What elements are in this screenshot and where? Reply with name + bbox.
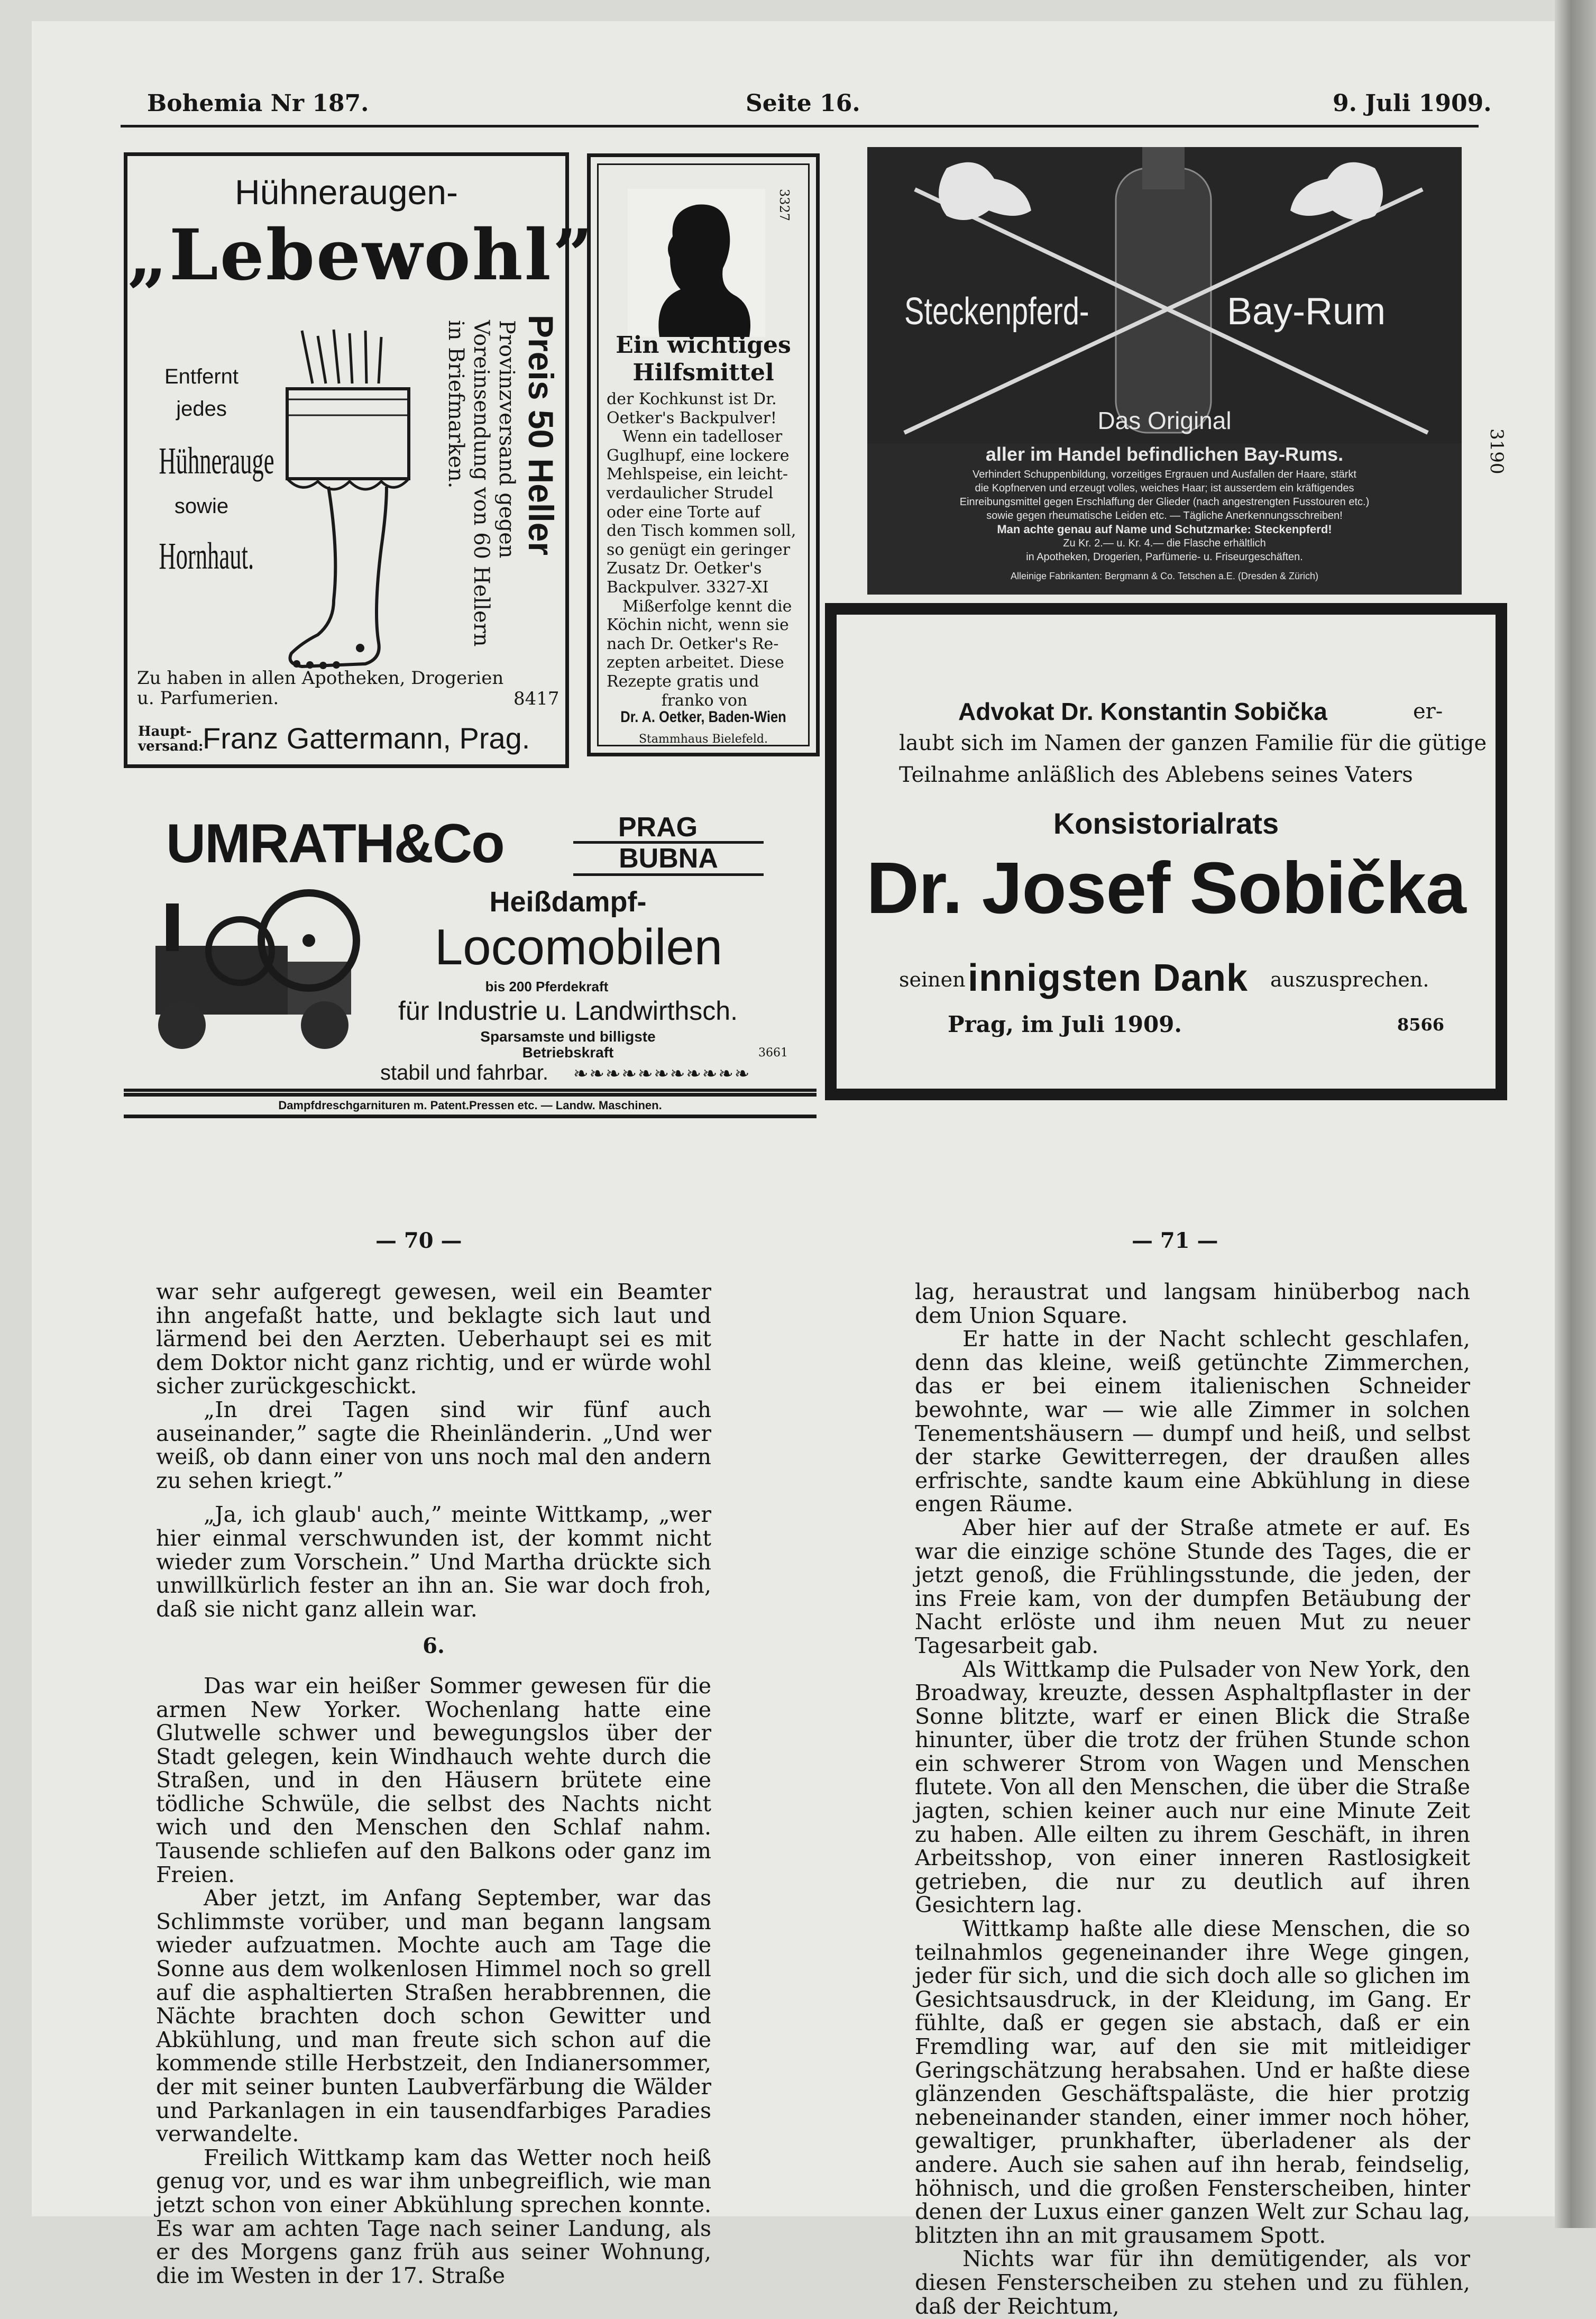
ad-corn-text2: jedes — [176, 397, 227, 421]
ad-bayrum-body-line: in Apotheken, Drogerien, Parfümerie- u. Friseurgeschäften. — [1026, 551, 1303, 563]
ad-corn-brand: „Lebewohl” — [127, 214, 594, 296]
ad-corn-title: Hühneraugen- — [235, 172, 458, 212]
ad-oetker-footer: Stammhaus Bielefeld. — [638, 733, 768, 746]
ad-sobicka-thanks-a: seinen — [899, 968, 966, 991]
ad-corn-text3: Hühnerauge — [159, 440, 274, 482]
section-heading: 6. — [423, 1633, 445, 1659]
ad-bayrum-body-line: sowie gegen rheumatische Leiden etc. — Tägliche Anerkennungsschreiben! — [986, 510, 1343, 522]
ad-bayrum — [867, 147, 1462, 595]
ad-bayrum-left-word: Steckenpferd- — [904, 290, 1089, 333]
ad-sobicka-name: Dr. Josef Sobička — [866, 847, 1466, 929]
right-paragraph: Wittkamp haßte alle diese Menschen, die so teilnahmlos gegeneinander ihre Wege gingen, jeder für sich, und die sich doch alle so glichen im Gesichtsausdruck, in der Kleidung, im Gang. Er fühlte, daß er gegen sie abstach, daß er ein Fremdling war, auf den sie mit mitleidiger Geringschätzung herabsahen. Und er haßte diese glänzenden Geschäftspaläste, die hier protzig nebeneinander standen, einer immer noch höher, gewaltiger, prunkhafter, überladener als der andere. Auch sie sahen auf ihn herab, feindselig, höhnisch, und die großen Fensterscheiben, hinter denen der Luxus einer ganzen Welt zur Schau lag, blitzten ihn an mit grausamem Spott. — [915, 1916, 1470, 2248]
ad-corn-availability: Zu haben in allen Apotheken, Drogerien u. Parfumerien. — [137, 668, 504, 709]
ad-umrath-line2: Locomobilen — [434, 919, 723, 975]
ad-umrath — [124, 782, 820, 1099]
ad-umrath-city2: BUBNA — [573, 841, 764, 876]
ad-oetker — [587, 153, 820, 756]
left-paragraph: Aber jetzt, im Anfang September, war das Schlimmste vorüber, und man begann langsam wieder aufzuatmen. Mochte auch am Tage die Sonne aus dem wolkenlosen Himmel noch so grell auf die asphaltierten Straßen herabbrennen, die Nächte brachten doch schon Gewitter und Abkühlung, und man freute sich schon auf die kommende stille Herbstzeit, den Indianersommer, der mit seiner bunten Laubverfärbung die Wälder und Parkanlagen in ein tausendfarbiges Paradies verwandelte. — [156, 1885, 711, 2147]
ad-sobicka-thanks-c: auszusprechen. — [1270, 968, 1429, 991]
ad-oetker-line: franko von — [661, 691, 748, 710]
ad-sobicka-line1b: er- — [1413, 699, 1443, 724]
ad-oetker-line: verdaulicher Strudel — [607, 483, 774, 503]
ad-corn-price: Preis 50 Heller — [521, 315, 561, 555]
woman-silhouette-icon — [628, 189, 765, 337]
ad-oetker-title2: Hilfsmittel — [632, 359, 774, 386]
left-paragraph: Das war ein heißer Sommer gewesen für die armen New Yorker. Wochenlang hatte eine Glutwelle schwer und bewegungslos über der Stadt gelegen, kein Windhauch wehte durch die Straßen, und in den Häusern brütete eine tödliche Schwüle, die selbst des Nachts nicht wich und den Menschen den Schlaf nahm. Tausende schliefen auf den Balkons oder ganz im Freien. — [156, 1673, 711, 1887]
ad-corn-haupt-label2: versand: — [138, 738, 204, 754]
ad-corn-code: 8417 — [513, 688, 559, 709]
right-text-column — [915, 1280, 1470, 2318]
header-page-number: Seite 16. — [746, 90, 860, 117]
ad-umrath-footer: Dampfdreschgarnituren m. Patent.Pressen etc. — Landw. Maschinen. — [278, 1099, 662, 1112]
ad-sobicka — [825, 603, 1507, 1100]
right-paragraph: lag, heraustrat und langsam hinüberbog nach dem Union Square. — [915, 1279, 1470, 1328]
ad-corn-remover — [124, 152, 594, 768]
ad-umrath-line1: Heißdampf- — [489, 886, 647, 918]
left-paragraph: „In drei Tagen sind wir fünf auch auseinander,” sagte die Rheinländerin. „Und wer weiß, ob dann einer von uns noch mal den andern zu sehen kriegt.” — [156, 1396, 711, 1493]
right-page-number: — 71 — — [1132, 1228, 1218, 1253]
ad-bayrum-side-code: 3190 — [1486, 428, 1507, 474]
ad-sobicka-title: Konsistorialrats — [1053, 807, 1279, 840]
right-paragraph: Aber hier auf der Straße atmete er auf. Es war die einzige schöne Stunde des Tages, die er jetzt genoß, die Frühlingsstunde, die jeden, der ins Freie kam, von der dumpfen Betäubung der Nacht erlöste und ihm neuen Mut zu neuer Tagesarbeit gab. — [915, 1514, 1470, 1658]
ad-sobicka-line2: laubt sich im Namen der ganzen Familie für die gütige — [899, 731, 1487, 755]
ad-oetker-line: den Tisch kommen soll, — [607, 522, 796, 541]
ad-corn-shipping-line3: in Briefmarken. — [444, 320, 468, 489]
ad-sobicka-line3: Teilnahme anläßlich des Ablebens seines Vaters — [899, 763, 1413, 787]
ad-sobicka-code: 8566 — [1397, 1015, 1445, 1035]
ad-oetker-line: Wenn ein tadelloser — [622, 427, 783, 446]
ad-bayrum-body-line: die Kopfnerven und erzeugt volles, weiches Haar; ist ausserdem ein kräftigendes — [975, 482, 1354, 494]
ad-umrath-brand: UMRATH&Co — [166, 813, 504, 874]
left-paragraph: war sehr aufgeregt gewesen, weil ein Beamter ihn angefaßt hatte, und beklagte sich laut und lärmend bei den Aerzten. Ueberhaupt sei es mit dem Doktor nicht ganz richtig, und er würde wohl sicher zurückgeschickt. — [156, 1279, 711, 1399]
right-paragraph: Nichts war für ihn demütigender, als vor diesen Fensterscheiben zu stehen und zu fühlen, daß der Reichtum, — [915, 2246, 1470, 2319]
ad-oetker-body — [607, 390, 802, 710]
left-paragraph: Freilich Wittkamp kam das Wetter noch heiß genug vor, und es war ihm unbegreiflich, wie man jetzt schon von einer Abkühlung sprechen konnte. Es war am achten Tage nach seiner Landung, als er des Morgens ganz früh aus seiner Wohnung, die im Westen in der 17. Straße — [156, 2144, 711, 2288]
ad-corn-haupt-label1: Haupt- — [138, 724, 192, 739]
leg-illustration — [281, 325, 439, 674]
ad-oetker-line: Mißerfolge kennt die — [622, 597, 792, 616]
right-paragraph: Als Wittkamp die Pulsader von New York, den Broadway, kreuzte, dessen Asphaltpflaster in der Sonne blitzte, warf er einen Blick die Straße hinunter, über die trotz der frühen Stunde schon ein schwerer Strom von Wagen und Menschen flutete. Von all den Menschen, die über die Straße jagten, schien keiner auch nur eine Minute Zeit zu haben. Alle eilten zu ihrem Geschäft, in ihren Arbeitsshop, von einer inneren Rastlosigkeit getrieben, die nur zu deutlich auf ihren Gesichtern lag. — [915, 1656, 1470, 1918]
ad-sobicka-thanks-b: innigsten Dank — [968, 957, 1249, 999]
ad-oetker-line: Oetker's Backpulver! — [607, 408, 777, 427]
ad-oetker-line: der Kochkunst ist Dr. — [607, 390, 777, 408]
ad-corn-shipping-line1: Provinzversand gegen — [494, 320, 519, 559]
ad-bayrum-body-line: Alleinige Fabrikanten: Bergmann & Co. Tetschen a.E. (Dresden & Zürich) — [1011, 571, 1318, 581]
ad-oetker-line: Rezepte gratis und — [607, 672, 759, 691]
ad-corn-text1: Entfernt — [164, 365, 239, 388]
ad-sobicka-place: Prag, im Juli 1909. — [948, 1011, 1182, 1037]
ad-corn-vendor: Franz Gattermann, Prag. — [203, 722, 530, 755]
ad-corn-shipping-line2: Voreinsendung von 60 Hellern — [469, 320, 493, 647]
ad-oetker-line: oder eine Torte auf — [607, 503, 760, 522]
ad-oetker-line: Backpulver. 3327-XI — [607, 578, 769, 597]
ad-umrath-rule-top — [124, 1089, 817, 1092]
ad-oetker-line: Mehlspeise, ein leicht- — [607, 465, 788, 484]
ad-oetker-line: zepten arbeitet. Diese — [607, 653, 784, 672]
ad-corn-text4: sowie — [174, 495, 229, 518]
locomobile-illustration — [134, 882, 378, 1052]
ad-corn-text5: Hornhaut. — [159, 535, 254, 577]
ad-umrath-line3: bis 200 Pferdekraft — [485, 979, 609, 994]
ad-bayrum-subtitle1: Das Original — [1097, 407, 1232, 434]
ad-bayrum-subtitle2: aller im Handel befindlichen Bay-Rums. — [985, 443, 1344, 465]
ad-umrath-code: 3661 — [758, 1046, 788, 1060]
ad-umrath-line5: Sparsamste und billigste — [480, 1028, 656, 1045]
ad-bayrum-body-line: Man achte genau auf Name und Schutzmarke: Steckenpferd! — [997, 523, 1332, 536]
header-masthead: Bohemia Nr 187. — [147, 90, 369, 117]
ad-oetker-line: so genügt ein geringer — [607, 540, 791, 559]
ad-oetker-line: Guglhupf, eine lockere — [607, 446, 790, 465]
ad-bayrum-body-line: Zu Kr. 2.— u. Kr. 4.— die Flasche erhältlich — [1063, 537, 1266, 549]
ad-bayrum-right-word: Bay-Rum — [1227, 290, 1386, 333]
left-text-column — [156, 1280, 711, 2287]
left-page-number: — 70 — — [375, 1228, 462, 1253]
ad-umrath-ornament: ❧❧❧❧❧❧❧❧❧❧❧ — [573, 1063, 751, 1084]
ad-bayrum-body — [878, 468, 1451, 583]
ad-umrath-footer-band — [124, 1093, 817, 1118]
ad-umrath-line6: Betriebskraft — [522, 1044, 614, 1061]
ad-oetker-line: Zusatz Dr. Oetker's — [607, 559, 762, 578]
header-rule — [121, 125, 1479, 127]
ad-oetker-side-code: 3327 — [777, 189, 792, 222]
ad-bayrum-body-line: Verhindert Schuppenbildung, vorzeitiges Ergrauen und Ausfallen der Haare, stärkt — [972, 469, 1356, 480]
ad-sobicka-line1a: Advokat Dr. Konstantin Sobička — [958, 698, 1327, 725]
ad-oetker-line: nach Dr. Oetker's Re- — [607, 634, 779, 653]
ad-bayrum-body-line: Einreibungsmittel gegen Erschlaffung der Glieder (nach angestrengten Fusstouren etc.) — [959, 496, 1370, 508]
header-date: 9. Juli 1909. — [1333, 90, 1492, 117]
ad-corn-haupt-label — [138, 724, 204, 754]
page-binding-edge — [1555, 0, 1596, 2228]
ad-umrath-city1: PRAG — [618, 812, 698, 843]
right-paragraph: Er hatte in der Nacht schlecht geschlafen, denn das kleine, weiß getünchte Zimmerchen, das er bei einem italienischen Schneider bewohnte, war — wie alle Zimmer in solchen Tenementshäusern — dumpf und heiß, und selbst der starke Gewitterregen, der draußen alles erfrischte, sandte kaum eine Abkühlung in diese engen Räume. — [915, 1326, 1470, 1517]
ad-oetker-title1: Ein wichtiges — [616, 332, 791, 359]
ad-oetker-line: Köchin nicht, wenn sie — [607, 616, 789, 635]
left-paragraph: „Ja, ich glaub' auch,” meinte Wittkamp, „wer hier einmal verschwunden ist, der kommt nicht wieder zum Vorschein.” Und Martha drückte sich unwillkürlich fester an ihn an. Sie war doch froh, daß sie nicht ganz allein war. — [156, 1502, 711, 1622]
ad-umrath-line4: für Industrie u. Landwirthsch. — [398, 996, 738, 1026]
ad-umrath-line7: stabil und fahrbar. — [380, 1061, 548, 1084]
ad-oetker-vendor: Dr. A. Oetker, Baden-Wien — [620, 708, 786, 726]
